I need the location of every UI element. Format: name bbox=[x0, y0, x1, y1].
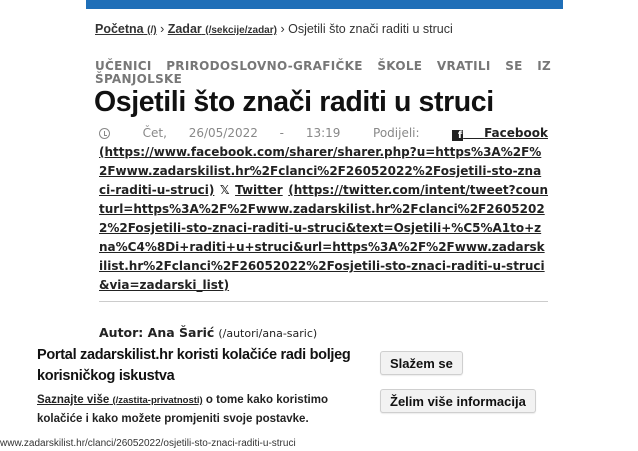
facebook-share-url[interactable]: (https://www.facebook.com/sharer/sharer.php?u=https%3A%2F%2Fwww.zadarskilist.hr%2Fclanci%2F26052022%2Fosjetili-sto-znaci-raditi-u-struci) bbox=[99, 145, 542, 197]
author-prefix: Autor: bbox=[99, 325, 144, 340]
breadcrumb-current: Osjetili što znači raditi u struci bbox=[288, 22, 453, 36]
meta-row bbox=[99, 124, 548, 143]
status-bar-url: www.zadarskilist.hr/clanci/26052022/osjetili-sto-znaci-raditi-u-struci bbox=[0, 437, 638, 451]
breadcrumb bbox=[95, 22, 453, 36]
privacy-link[interactable]: Saznajte više (/zastita-privatnosti) bbox=[37, 394, 203, 406]
article-date: Čet, 26/05/2022 - 13:19 bbox=[142, 126, 341, 140]
breadcrumb-section-link[interactable]: Zadar (/sekcije/zadar) bbox=[167, 22, 277, 36]
header-bar bbox=[86, 0, 563, 9]
article-author bbox=[99, 325, 317, 340]
cookie-banner bbox=[0, 340, 638, 437]
twitter-icon: 𝕏 bbox=[219, 183, 230, 197]
facebook-share-link[interactable]: f Facebook bbox=[452, 124, 548, 143]
article-meta bbox=[99, 124, 548, 295]
share-label: Podijeli: bbox=[373, 126, 420, 140]
breadcrumb-separator: › bbox=[280, 22, 285, 36]
breadcrumb-home-link[interactable]: Početna (/) bbox=[95, 22, 157, 36]
divider bbox=[99, 301, 548, 302]
cookie-banner-title: Portal zadarskilist.hr koristi kolačiće radi boljeg korisničkog iskustva bbox=[37, 347, 351, 384]
breadcrumb-separator: › bbox=[160, 22, 165, 36]
article-title: Osjetili što znači raditi u struci bbox=[94, 86, 494, 118]
twitter-share-link[interactable]: Twitter bbox=[235, 183, 283, 197]
author-link[interactable]: Ana Šarić (/autori/ana-saric) bbox=[147, 325, 318, 340]
more-info-button[interactable]: Želim više informacija bbox=[380, 389, 536, 413]
agree-button[interactable]: Slažem se bbox=[380, 351, 463, 375]
facebook-icon: f bbox=[452, 130, 463, 141]
cookie-banner-text: Saznajte više (/zastita-privatnosti) o tome kako koristimo kolačiće i kako možete promjeniti svoje postavke. bbox=[37, 394, 328, 425]
twitter-share-url[interactable]: (https://twitter.com/intent/tweet?counturl=https%3A%2F%2Fwww.zadarskilist.hr%2Fclanci%2F26052022%2Fosjetili-sto-znaci-raditi-u-struci&text=Osjetili+%C5%A1to+zna%C4%8Di+raditi+u+struci&url=https%3A%2F%2Fwww.zadarskilist.hr%2Fclanci%2F26052022%2Fosjetili-sto-znaci-raditi-u-struci&via=zadarski_list) bbox=[99, 183, 549, 292]
clock-icon bbox=[99, 128, 110, 139]
share-links bbox=[99, 143, 548, 295]
article-kicker: UČENICI PRIRODOSLOVNO-GRAFIČKE ŠKOLE VRATILI SE IZ ŠPANJOLSKE bbox=[95, 59, 551, 86]
